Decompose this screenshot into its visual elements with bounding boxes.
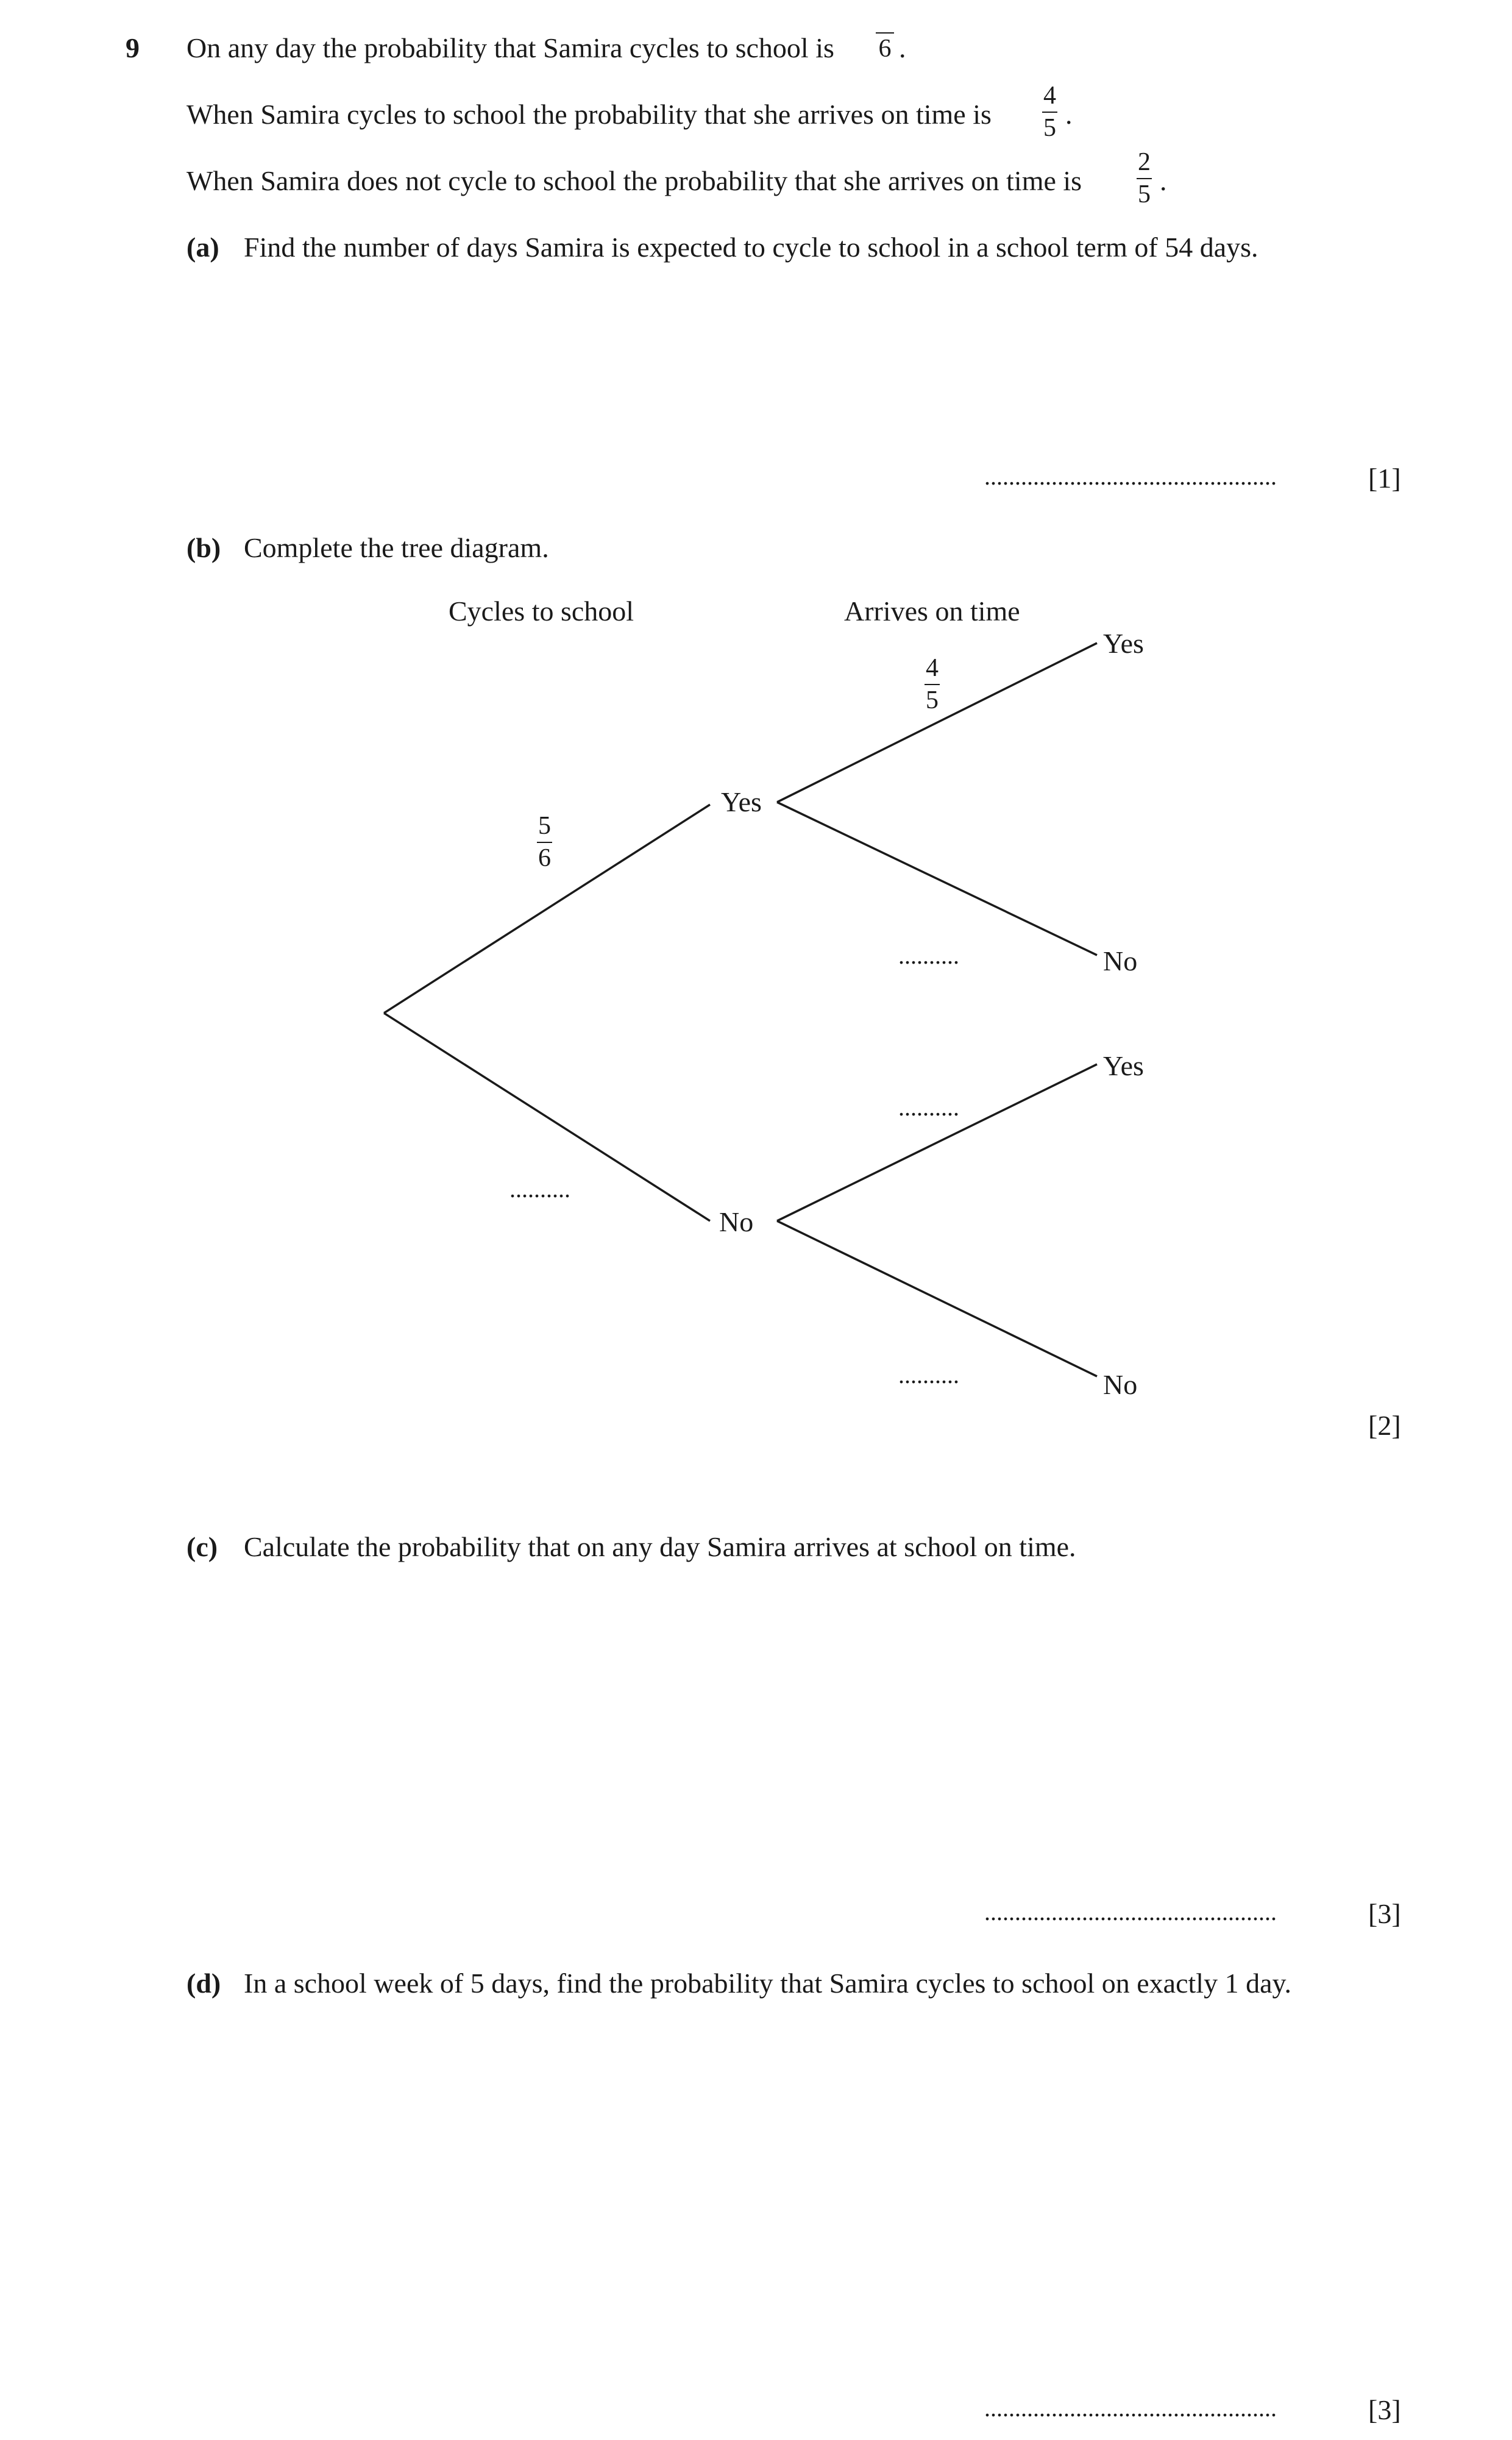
question-number: 9 xyxy=(126,32,140,63)
blank-cycles-no[interactable]: .......... xyxy=(509,1175,570,1203)
part-c-label: (c) xyxy=(186,1531,218,1562)
part-b-text: Complete the tree diagram. xyxy=(244,532,549,563)
fraction-numerator: 5 xyxy=(538,812,551,840)
fraction-numerator: 2 xyxy=(1138,148,1151,176)
part-a-text: Find the number of days Samira is expected to cycle to school in a school term of 54 days. xyxy=(244,232,1258,263)
part-b-marks: [2] xyxy=(1368,1410,1401,1441)
part-c-marks: [3] xyxy=(1368,1898,1401,1929)
fraction-numerator: 4 xyxy=(926,654,939,682)
intro-line-2: When Samira cycles to school the probability that she arrives on time is xyxy=(186,99,992,130)
tree-heading-arrives: Arrives on time xyxy=(844,596,1020,627)
intro-2-period: . xyxy=(1065,99,1073,130)
node-no-ontime-yes: Yes xyxy=(1103,1050,1144,1081)
tree-heading-cycles: Cycles to school xyxy=(449,596,634,627)
intro-line-3: When Samira does not cycle to school the probability that she arrives on time is xyxy=(186,165,1082,196)
part-a-marks: [1] xyxy=(1368,463,1401,494)
fraction-bar xyxy=(537,842,552,843)
prob-cycles-yes xyxy=(537,813,552,871)
intro-1-text: On any day the probability that Samira cycles to school is xyxy=(186,32,834,63)
node-yes-ontime-yes: Yes xyxy=(1103,628,1144,659)
fraction-denominator: 5 xyxy=(1138,180,1151,208)
intro-3-period: . xyxy=(1160,165,1167,196)
part-b-label: (b) xyxy=(186,532,221,563)
fraction-denominator: 5 xyxy=(926,686,939,714)
fraction-denominator: 6 xyxy=(538,844,551,872)
node-cycles-yes: Yes xyxy=(721,786,762,817)
part-d-label: (d) xyxy=(186,1968,221,1999)
fraction-numerator: 4 xyxy=(1043,82,1056,110)
branch-no-ontime-yes xyxy=(777,1064,1097,1221)
node-cycles-no: No xyxy=(719,1206,754,1237)
part-d-answer-line[interactable]: ................................................ xyxy=(984,2394,1277,2422)
fraction-bar xyxy=(925,684,940,685)
blank-yes-ontime-no[interactable]: .......... xyxy=(898,942,959,969)
node-yes-ontime-no: No xyxy=(1103,945,1138,976)
intro-1-period: . xyxy=(899,32,906,63)
part-d-marks: [3] xyxy=(1368,2394,1401,2425)
blank-no-ontime-no[interactable]: .......... xyxy=(898,1361,959,1389)
part-a-label: (a) xyxy=(186,232,219,263)
part-a-answer-line[interactable]: ................................................ xyxy=(984,463,1277,490)
branch-no-ontime-no xyxy=(777,1221,1097,1376)
fraction-denominator: 6 xyxy=(878,35,892,63)
prob-yes-ontime-yes xyxy=(925,655,940,713)
branch-yes-ontime-no xyxy=(777,802,1097,955)
blank-no-ontime-yes[interactable]: .......... xyxy=(898,1094,959,1121)
node-no-ontime-no: No xyxy=(1103,1369,1138,1400)
part-c-answer-line[interactable]: ................................................ xyxy=(984,1898,1277,1926)
part-d-text: In a school week of 5 days, find the probability that Samira cycles to school on exactly 1 day. xyxy=(244,1968,1292,1999)
part-c-text: Calculate the probability that on any day Samira arrives at school on time. xyxy=(244,1531,1076,1562)
fraction-denominator: 5 xyxy=(1043,114,1056,142)
